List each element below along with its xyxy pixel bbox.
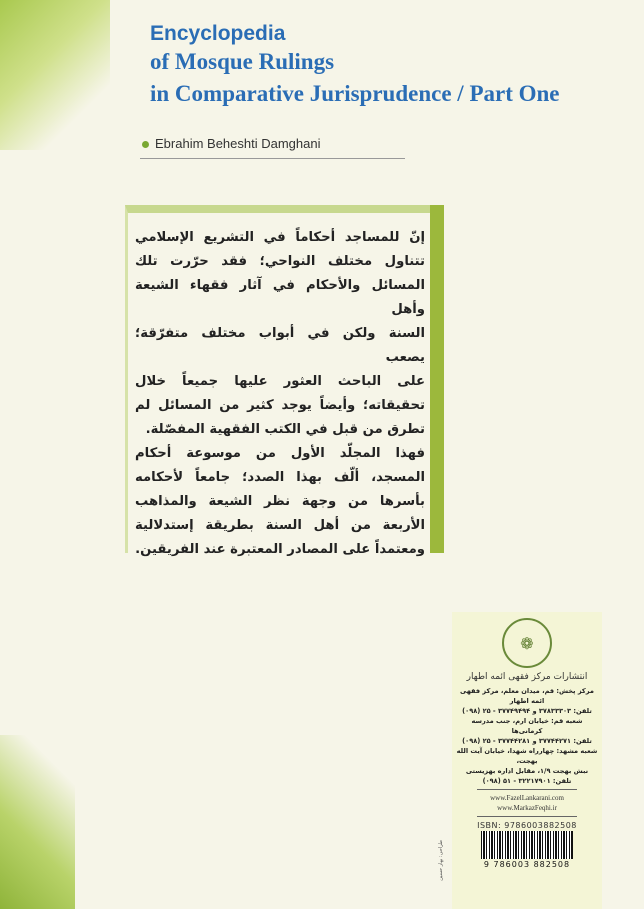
divider <box>477 789 577 790</box>
title-line: in Comparative Jurisprudence / Part One <box>150 81 560 106</box>
publisher-block <box>452 612 602 909</box>
text-line: تطرق من قبل في الكتب الفقهية المفصّلة. <box>145 422 425 437</box>
text-line: على الباحث العثور عليها جميعاً خلال <box>135 374 425 389</box>
text-line: إنّ للمساجد أحكاماً في التشريع الإسلامي <box>135 230 425 245</box>
divider <box>477 816 577 817</box>
text-line: تتناول مختلف النواحي؛ فقد حرّرت تلك <box>135 254 425 269</box>
author <box>142 136 320 151</box>
barcode-number: 9 786003 882508 <box>483 860 571 869</box>
publisher-name: انتشارات مرکز فقهی ائمه اطهار <box>466 672 588 682</box>
address-line: تلفن: ۳۲۲۱۷۹۰۱ - ۵۱ (۰۹۸) <box>482 777 572 785</box>
frame-bar <box>430 205 444 553</box>
text-line: بأسرها من وجهة نظر الشيعة والمذاهب <box>135 494 425 509</box>
divider <box>140 158 405 159</box>
text-line: فهذا المجلّد الأول من موسوعة أحكام <box>135 446 425 461</box>
designer-credit: طراحی: بهار حسین <box>438 840 444 881</box>
bullet-icon <box>142 141 149 148</box>
title-line: of Mosque Rulings <box>150 49 335 74</box>
barcode <box>481 831 573 859</box>
address-line: مرکز پخش: قم، میدان معلم، مرکز فقهی ائمه اطهار <box>460 687 594 705</box>
address-line: تلفن: ۳۷۷۴۴۲۷۱ و ۳۷۷۴۴۲۸۱ - ۲۵ (۰۹۸) <box>462 737 592 745</box>
text-line: تحقيقاته؛ وأيضاً يوجد كثير من المسائل لم <box>135 398 425 413</box>
text-line: المسجد، ألّف بهذا الصدد؛ جامعاً لأحكامه <box>135 470 425 485</box>
website-link: www.FazelLankarani.com <box>490 794 564 802</box>
publisher-address <box>456 686 598 786</box>
website-link: www.MarkazFeqhi.ir <box>497 804 557 812</box>
leaf-decoration <box>0 735 75 909</box>
publisher-logo-icon: ❁ <box>502 618 552 668</box>
book-title <box>150 22 560 110</box>
text-line: السنة ولكن في أبواب مختلف متفرّقة؛ يصعب <box>135 326 425 365</box>
address-line: شعبه قم: خیابان ارم، جنب مدرسه کرمانی‌ها <box>471 717 583 735</box>
isbn: ISBN: 9786003882508 <box>477 821 577 830</box>
address-line: تلفن: ۳۷۸۳۳۳۰۳ و ۳۷۷۴۹۴۹۴ - ۲۵ (۰۹۸) <box>462 707 592 715</box>
title-line: Encyclopedia <box>150 22 286 45</box>
address-line: شعبه مشهد: چهارراه شهدا، خیابان آیت الله بهجت، <box>456 747 598 765</box>
text-line: المسائل والأحكام في آثار فقهاء الشيعة وأهل <box>135 278 425 317</box>
author-name: Ebrahim Beheshti Damghani <box>155 136 321 151</box>
description <box>135 226 425 562</box>
leaf-decoration <box>0 0 110 150</box>
address-line: نبش بهجت ۱/۹، مقابل اداره بهزیستی <box>465 767 589 775</box>
text-line: ومعتمداً على المصادر المعتبرة عند الفريقين. <box>135 542 425 557</box>
text-line: الأربعة من أهل السنة بطريقة إستدلالية <box>135 518 425 533</box>
